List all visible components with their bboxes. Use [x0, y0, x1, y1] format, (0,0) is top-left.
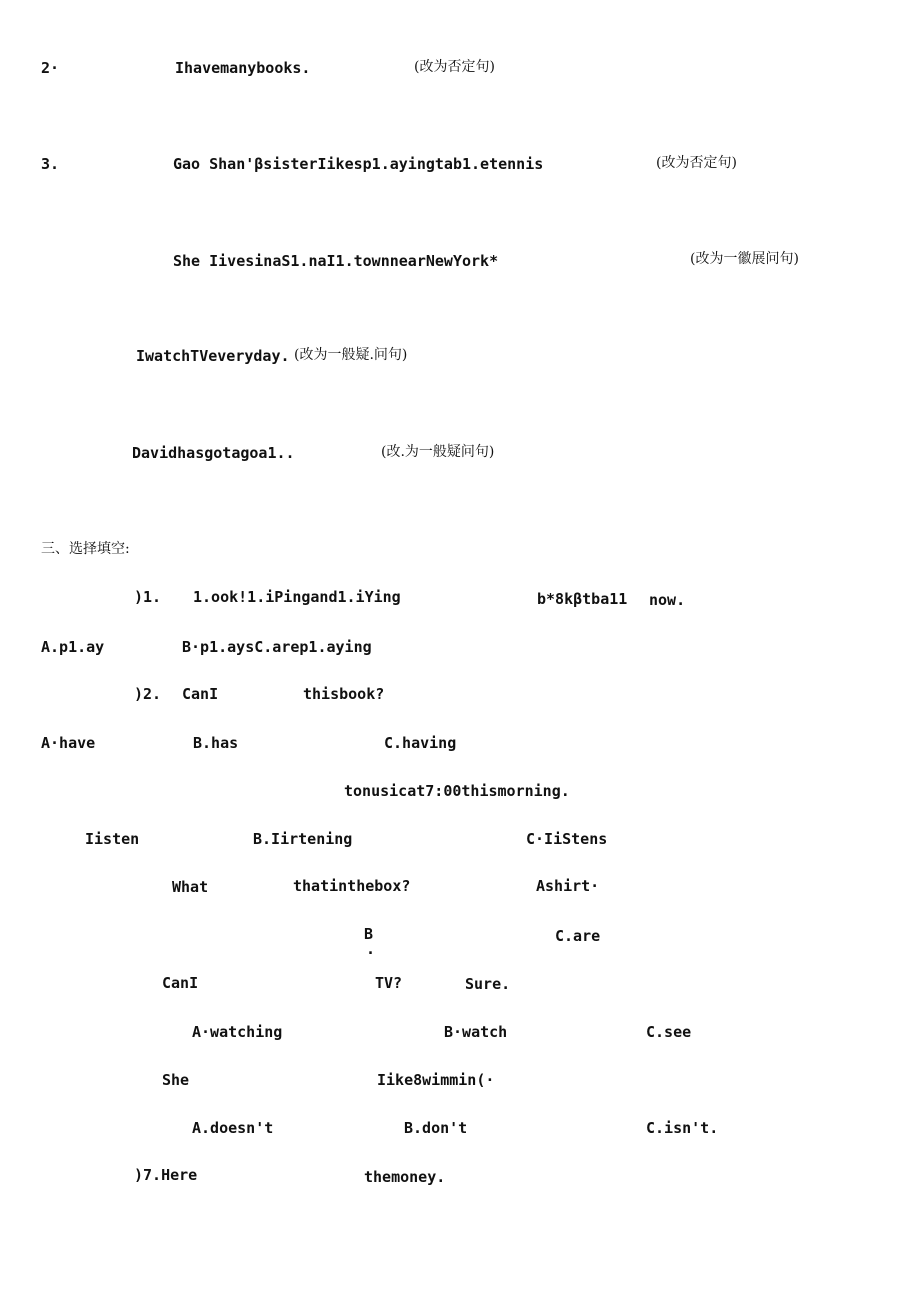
option-b: B.has — [193, 734, 239, 752]
sentence: IwatchTVeveryday. — [136, 347, 290, 365]
question-text: thatinthebox? — [293, 877, 411, 895]
question-text: CanI — [162, 974, 199, 992]
section-title: 三、选择填空: — [41, 541, 130, 557]
question-text: 1.ook!1.iPingand1.iYing — [193, 588, 401, 606]
instruction-hint: (改为一般疑.问句) — [294, 347, 408, 363]
question-number: )7.Here — [134, 1166, 198, 1184]
option-a: A·have — [41, 734, 96, 752]
question-text: She — [162, 1071, 190, 1089]
option-a: Iisten — [85, 830, 140, 848]
option-b: B.don't — [404, 1119, 468, 1137]
instruction-hint: (改为否定句) — [414, 59, 495, 75]
option-c: C·IiStens — [526, 830, 608, 848]
instruction-hint: (改为一徽展问句) — [690, 251, 799, 267]
option-a: A.p1.ay — [41, 638, 105, 656]
option-c: C.having — [384, 734, 457, 752]
sentence: She IivesinaS1.naI1.townnearNewYork* — [173, 252, 499, 270]
option-c: C.isn't. — [646, 1119, 719, 1137]
question-text: Ashirt· — [536, 877, 600, 895]
option-c: C.are — [555, 927, 601, 945]
question-text: Iike8wimmin(· — [377, 1071, 495, 1089]
item-number: 3. — [41, 155, 60, 173]
question-text: CanI — [182, 685, 219, 703]
question-text: Sure. — [465, 975, 511, 993]
sentence: Gao Shan'βsisterIikesp1.ayingtab1.etennis — [173, 155, 544, 173]
option-b: B·watch — [444, 1023, 508, 1041]
question-number: )2. — [134, 685, 162, 703]
instruction-hint: (改为否定句) — [656, 155, 737, 171]
instruction-hint: (改.为一般疑问句) — [381, 444, 495, 460]
question-text: themoney. — [364, 1168, 446, 1186]
question-text: tonusicat7:00thismorning. — [344, 782, 570, 800]
option-bc: B·p1.aysC.arep1.aying — [182, 638, 372, 656]
sentence: Ihavemanybooks. — [175, 59, 311, 77]
option-a: A·watching — [192, 1023, 283, 1041]
item-number: 2· — [41, 59, 60, 77]
option-b-dot: · — [366, 944, 376, 962]
option-b: B — [364, 925, 374, 943]
question-text: What — [172, 878, 209, 896]
option-b: B.Iirtening — [253, 830, 353, 848]
option-a: A.doesn't — [192, 1119, 274, 1137]
question-text: TV? — [375, 974, 403, 992]
sentence: Davidhasgotagoa1.. — [132, 444, 295, 462]
question-text: now. — [649, 591, 686, 609]
question-text: b*8kβtba11 — [537, 590, 628, 608]
question-text: thisbook? — [303, 685, 385, 703]
option-c: C.see — [646, 1023, 692, 1041]
question-number: )1. — [134, 588, 162, 606]
